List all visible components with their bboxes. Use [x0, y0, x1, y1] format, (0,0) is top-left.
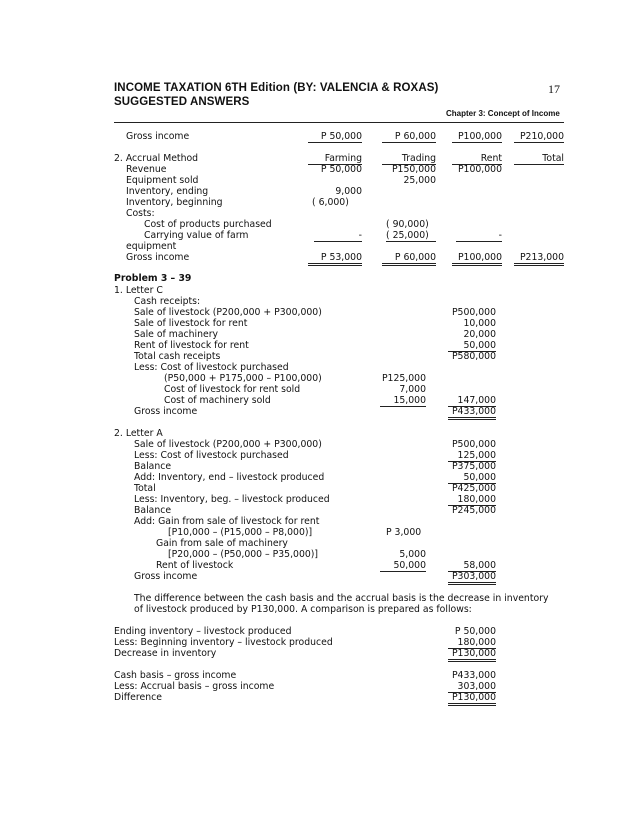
item1-line-value: P500,000 [451, 307, 496, 318]
item1-line-value: 10,000 [463, 318, 496, 329]
costs-label: Costs: [126, 208, 155, 219]
add-gain-label: Add: Gain from sale of livestock for rent [134, 516, 320, 527]
item1-line-label: Total cash receipts [134, 351, 221, 362]
item1-line-value: 20,000 [463, 329, 496, 340]
item2-line-label: Balance [134, 461, 172, 472]
carrying-value-label-cont: equipment [126, 241, 177, 252]
revenue-label: Revenue [126, 164, 167, 175]
comparison-label: Decrease in inventory [114, 648, 217, 659]
item2-line-value: 125,000 [448, 450, 496, 462]
item1-line-label: Rent of livestock for rent [134, 340, 249, 351]
top-gross-income-farming: P 50,000 [308, 131, 362, 143]
revenue-trading: P150,000 [391, 164, 436, 175]
gain-machinery-value: 5,000 [399, 549, 426, 560]
comparison2-value: P130,000 [448, 692, 496, 706]
item1-sub-label: (P50,000 + P175,000 – P100,000) [164, 373, 322, 384]
top-gross-income-trading: P 60,000 [382, 131, 436, 143]
document-subtitle: SUGGESTED ANSWERS [114, 96, 250, 108]
rent-label: Rent of livestock [156, 560, 234, 571]
rent-total: 58,000 [448, 560, 496, 572]
gain-machinery-label: Gain from sale of machinery [156, 538, 288, 549]
equipment-sold-label: Equipment sold [126, 175, 199, 186]
item2-heading: 2. Letter A [114, 428, 163, 439]
revenue-farming: P 50,000 [320, 164, 362, 175]
comparison-value: P 50,000 [454, 626, 496, 637]
chapter-label: Chapter 3: Concept of Income [446, 109, 560, 118]
carrying-value-rent: - [456, 230, 502, 242]
item1-line-label: Sale of machinery [134, 329, 219, 340]
carrying-value-trading: ( 25,000) [386, 230, 436, 242]
item2-line-label: Less: Cost of livestock purchased [134, 450, 289, 461]
item1-line-value: P580,000 [451, 351, 496, 362]
item2-line-label: Less: Inventory, beg. – livestock produced [134, 494, 330, 505]
comparison2-value: 303,000 [448, 681, 496, 693]
column-trading: Trading [382, 153, 436, 165]
cost-products-trading: ( 90,000) [386, 219, 429, 230]
comparison2-label: Difference [114, 692, 162, 703]
item2-line-value: P245,000 [451, 505, 496, 516]
item2-line-label: Balance [134, 505, 172, 516]
carrying-value-farming: - [314, 230, 362, 242]
item1-sub-label: Cost of livestock for rent sold [164, 384, 301, 395]
comparison-value: 180,000 [448, 637, 496, 649]
item2-line-value: P425,000 [451, 483, 496, 494]
inventory-ending-farming: 9,000 [335, 186, 362, 197]
item1-gross-income-label: Gross income [134, 406, 198, 417]
item1-less-label: Less: Cost of livestock purchased [134, 362, 289, 373]
equipment-sold-trading: 25,000 [403, 175, 436, 186]
accrual-gross-income-farming: P 53,000 [308, 252, 362, 266]
comparison-value: P130,000 [448, 648, 496, 662]
document-title: INCOME TAXATION 6TH Edition (BY: VALENCIA & ROXAS) [114, 82, 439, 94]
item1-sub-label: Cost of machinery sold [164, 395, 271, 406]
gain-machinery-calc-label: [P20,000 – (P50,000 – P35,000)] [168, 549, 319, 560]
inventory-beginning-farming: ( 6,000) [312, 197, 349, 208]
comparison2-label: Less: Accrual basis – gross income [114, 681, 275, 692]
gain-calc-label: [P10,000 – (P15,000 – P8,000)] [168, 527, 313, 538]
accrual-heading: 2. Accrual Method [114, 153, 199, 164]
item1-gross-income-value: P433,000 [448, 406, 496, 420]
inventory-ending-label: Inventory, ending [126, 186, 209, 197]
item2-line-label: Add: Inventory, end – livestock produced [134, 472, 325, 483]
explanation-line-2: of livestock produced by P130,000. A comparison is prepared as follows: [134, 604, 472, 615]
item1-heading: 1. Letter C [114, 285, 163, 296]
item2-gross-income-label: Gross income [134, 571, 198, 582]
cash-receipts-label: Cash receipts: [134, 296, 201, 307]
item1-line-label: Sale of livestock (P200,000 + P300,000) [134, 307, 322, 318]
header-divider [114, 122, 564, 123]
accrual-gross-income-trading: P 60,000 [382, 252, 436, 266]
gain-calc-value: P 3,000 [386, 527, 422, 538]
comparison2-value: P433,000 [451, 670, 496, 681]
comparison-label: Ending inventory – livestock produced [114, 626, 292, 637]
carrying-value-label: Carrying value of farm [144, 230, 249, 241]
item2-line-value: 180,000 [448, 494, 496, 506]
column-rent: Rent [452, 153, 502, 165]
top-gross-income-label: Gross income [126, 131, 190, 142]
column-total: Total [514, 153, 564, 165]
item1-sub-value: 7,000 [399, 384, 426, 395]
item1-sub-value: 15,000 [380, 395, 426, 407]
item2-line-label: Total [134, 483, 156, 494]
explanation-line-1: The difference between the cash basis and the accrual basis is the decrease in inventory [134, 593, 549, 604]
item1-line-label: Sale of livestock for rent [134, 318, 248, 329]
comparison2-label: Cash basis – gross income [114, 670, 237, 681]
top-gross-income-rent: P100,000 [452, 131, 502, 143]
accrual-gross-income-rent: P100,000 [452, 252, 502, 266]
comparison-label: Less: Beginning inventory – livestock produced [114, 637, 333, 648]
column-farming: Farming [308, 153, 362, 165]
item2-gross-income-value: P303,000 [448, 571, 496, 585]
item2-line-value: 50,000 [448, 472, 496, 484]
inventory-beginning-label: Inventory, beginning [126, 197, 223, 208]
revenue-rent: P100,000 [457, 164, 502, 175]
item1-sub-value: P125,000 [381, 373, 426, 384]
item2-line-value: P500,000 [451, 439, 496, 450]
problem-title: Problem 3 – 39 [114, 273, 192, 284]
item1-line-value: 50,000 [448, 340, 496, 352]
item2-line-value: P375,000 [451, 461, 496, 472]
item2-line-label: Sale of livestock (P200,000 + P300,000) [134, 439, 322, 450]
item1-sub-total: 147,000 [448, 395, 496, 407]
top-gross-income-total: P210,000 [514, 131, 564, 143]
accrual-gross-income-label: Gross income [126, 252, 190, 263]
rent-value: 50,000 [380, 560, 426, 572]
page-number: 17 [548, 82, 560, 96]
accrual-gross-income-total: P213,000 [514, 252, 564, 266]
cost-products-label: Cost of products purchased [144, 219, 272, 230]
